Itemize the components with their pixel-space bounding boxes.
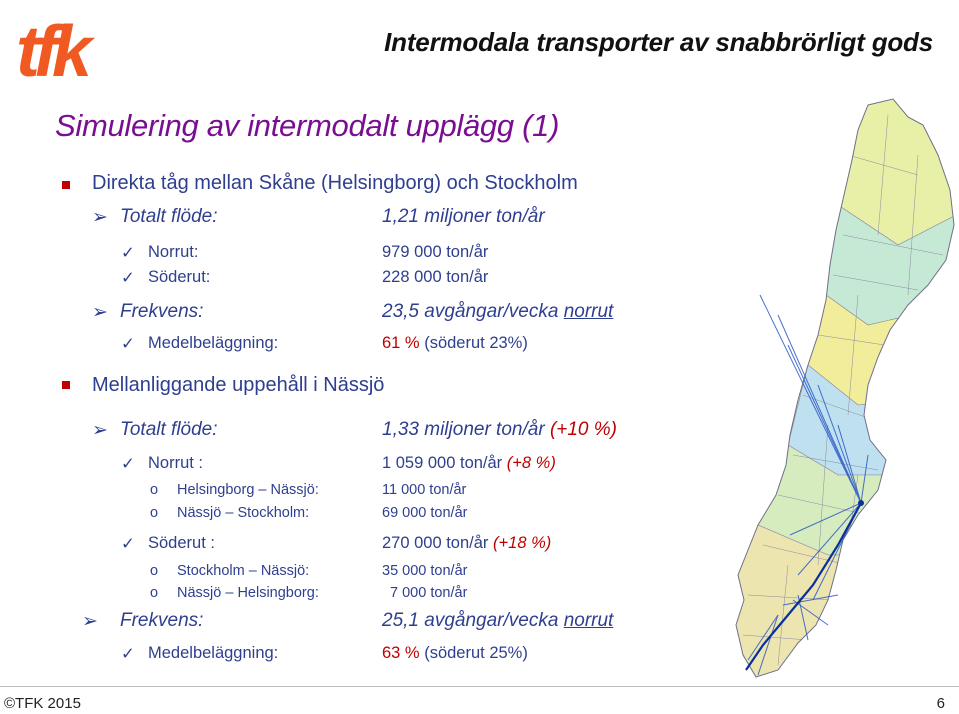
- s2-south-value: 270 000 ton/år: [382, 534, 489, 552]
- s2-s-sub1-label: Stockholm – Nässjö:: [177, 563, 310, 579]
- check-icon: ✓: [121, 335, 135, 353]
- s2-north-change: (+8 %): [506, 454, 556, 472]
- page-number: 6: [936, 695, 945, 712]
- arrow-bullet-icon: ➢: [92, 302, 108, 323]
- s1-south-label: Söderut:: [148, 268, 211, 286]
- arrow-bullet-icon: ➢: [92, 207, 108, 228]
- circle-bullet-icon: o: [150, 585, 159, 601]
- check-icon: ✓: [121, 455, 135, 473]
- s2-s-sub2-value: 7 000 ton/år: [390, 585, 468, 601]
- s1-total-value: 1,21 miljoner ton/år: [382, 206, 545, 227]
- s2-north-label: Norrut :: [148, 454, 204, 472]
- s1-total-label: Totalt flöde:: [120, 206, 218, 227]
- check-icon: ✓: [121, 645, 135, 663]
- circle-bullet-icon: o: [150, 482, 159, 498]
- s2-total-value: 1,33 miljoner ton/år: [382, 419, 545, 440]
- circle-bullet-icon: o: [150, 563, 159, 579]
- svg-text:tfk: tfk: [16, 12, 86, 86]
- s1-freq-value: 23,5 avgångar/vecka: [382, 301, 559, 322]
- s2-n-sub1-value: 11 000 ton/år: [382, 482, 467, 498]
- arrow-bullet-icon: ➢: [92, 420, 108, 441]
- s2-occ-label: Medelbeläggning:: [148, 644, 279, 662]
- section2-heading: Mellanliggande uppehåll i Nässjö: [92, 374, 385, 396]
- s2-total-label: Totalt flöde:: [120, 419, 218, 440]
- s2-south-change: (+18 %): [493, 534, 552, 552]
- s1-occ-label: Medelbeläggning:: [148, 334, 279, 352]
- s1-occ-note: (söderut 23%): [424, 334, 528, 352]
- footer-copyright: ©TFK 2015: [4, 695, 81, 712]
- header-title: Intermodala transporter av snabbrörligt gods: [384, 27, 933, 57]
- s2-occ-note: (söderut 25%): [424, 644, 528, 662]
- s1-freq-direction: norrut: [563, 301, 614, 322]
- square-bullet-icon: [62, 181, 70, 189]
- tfk-logo: [14, 2, 126, 86]
- s2-south-label: Söderut :: [148, 534, 215, 552]
- s2-freq-direction: norrut: [563, 610, 614, 631]
- s2-total-change: (+10 %): [549, 419, 617, 440]
- s2-n-sub2-label: Nässjö – Stockholm:: [177, 505, 310, 521]
- s1-south-value: 228 000 ton/år: [382, 268, 489, 286]
- check-icon: ✓: [121, 269, 135, 287]
- section1-heading: Direkta tåg mellan Skåne (Helsingborg) och Stockholm: [92, 172, 578, 194]
- s2-freq-value: 25,1 avgångar/vecka: [382, 610, 559, 631]
- arrow-bullet-icon: ➢: [82, 611, 98, 632]
- s2-n-sub1-label: Helsingborg – Nässjö:: [177, 482, 319, 498]
- square-bullet-icon: [62, 381, 70, 389]
- check-icon: ✓: [121, 244, 135, 262]
- s1-occ-value: 61 %: [382, 334, 420, 352]
- s2-s-sub1-value: 35 000 ton/år: [382, 563, 468, 579]
- check-icon: ✓: [121, 535, 135, 553]
- footer-divider: [0, 686, 959, 687]
- s1-north-label: Norrut:: [148, 243, 199, 261]
- slide-title: Simulering av intermodalt upplägg (1): [55, 108, 560, 143]
- s2-n-sub2-value: 69 000 ton/år: [382, 505, 468, 521]
- s2-freq-label: Frekvens:: [120, 610, 204, 631]
- s2-occ-value: 63 %: [382, 644, 420, 662]
- sweden-route-map: [718, 95, 956, 680]
- s2-s-sub2-label: Nässjö – Helsingborg:: [177, 585, 319, 601]
- circle-bullet-icon: o: [150, 505, 159, 521]
- s2-north-value: 1 059 000 ton/år: [382, 454, 503, 472]
- s1-freq-label: Frekvens:: [120, 301, 204, 322]
- s1-north-value: 979 000 ton/år: [382, 243, 489, 261]
